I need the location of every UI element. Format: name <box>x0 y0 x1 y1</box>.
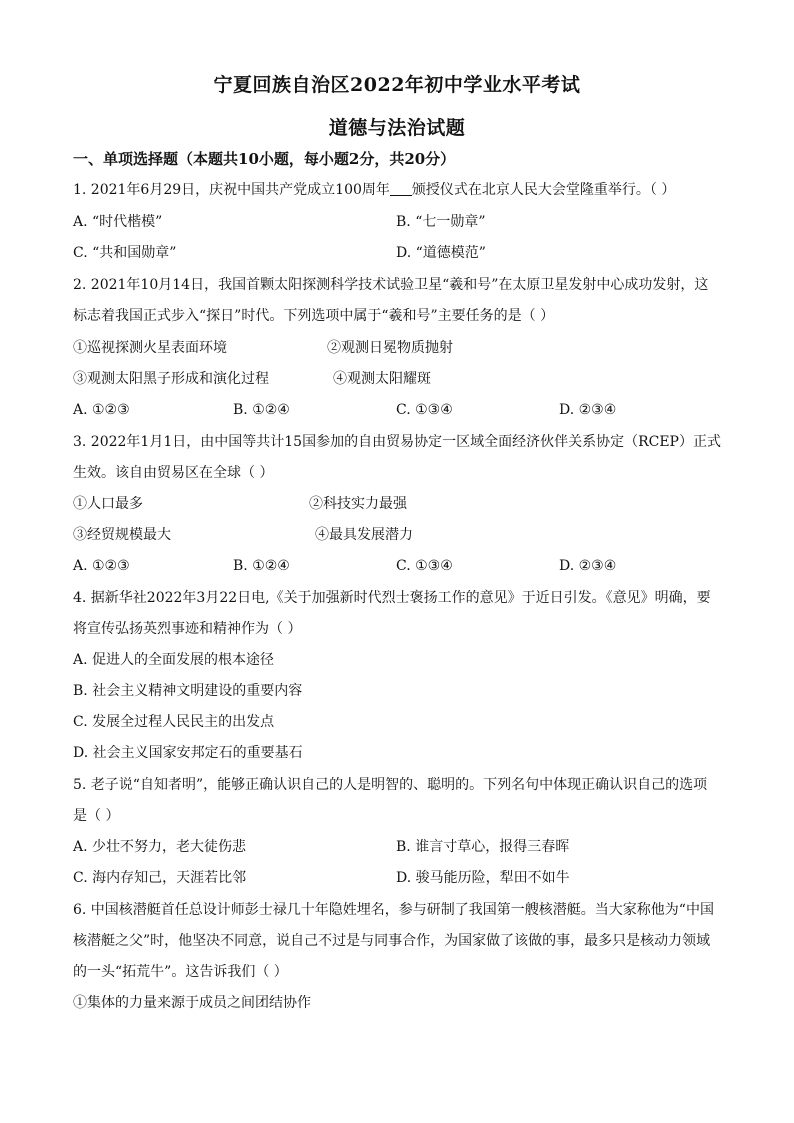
question-1-stem-part-b: 颁授仪式在北京人民大会堂隆重举行。（ ） <box>411 182 676 198</box>
question-2-statement-4: ④观测太阳耀斑 <box>333 371 431 387</box>
question-1-stem-part-a: 1. 2021年6月29日，庆祝中国共产党成立100周年 <box>73 182 390 198</box>
question-3-option-b: B. ①②④ <box>233 558 290 574</box>
question-5-option-d: D. 骏马能历险，犁田不如牛 <box>396 870 570 886</box>
question-4-option-d: D. 社会主义国家安邦定石的重要基石 <box>73 745 303 761</box>
question-3-statement-2: ②科技实力最强 <box>309 496 407 512</box>
question-2-statement-1: ①巡视探测火星表面环境 <box>73 340 227 356</box>
question-1-option-c: C. “共和国勋章” <box>73 245 177 261</box>
question-2-option-b: B. ①②④ <box>233 402 290 418</box>
question-6-stem-line-3: 的一头“拓荒牛”。这告诉我们（ ） <box>73 964 288 980</box>
question-4-option-a: A. 促进人的全面发展的根本途径 <box>73 652 275 668</box>
question-3-statement-3: ③经贸规模最大 <box>73 527 171 543</box>
exam-title: 宁夏回族自治区2022年初中学业水平考试 <box>213 74 581 96</box>
question-2-statement-3: ③观测太阳黑子形成和演化过程 <box>73 371 269 387</box>
question-2-statement-2: ②观测日冕物质抛射 <box>327 340 453 356</box>
question-3-option-c: C. ①③④ <box>396 558 453 574</box>
question-1-stem <box>73 180 675 200</box>
question-3-option-a: A. ①②③ <box>73 558 130 574</box>
section-heading: 一、单项选择题（本题共10小题，每小题2分，共20分） <box>73 150 456 168</box>
exam-subtitle: 道德与法治试题 <box>328 117 466 139</box>
question-3-stem-line-2: 生效。该自由贸易区在全球（ ） <box>73 465 274 481</box>
question-2-option-c: C. ①③④ <box>396 402 453 418</box>
question-3-option-d: D. ②③④ <box>559 558 617 574</box>
question-5-stem-line-1: 5. 老子说“自知者明”，能够正确认识自己的人是明智的、聪明的。下列名句中体现正确认识自己的选项 <box>73 777 708 793</box>
question-4-stem-line-2: 将宣传弘扬英烈事迹和精神作为（ ） <box>73 621 302 637</box>
question-6-statement-1: ①集体的力量来源于成员之间团结协作 <box>73 995 311 1011</box>
question-5-option-c: C. 海内存知己，天涯若比邻 <box>73 870 247 886</box>
question-2-option-d: D. ②③④ <box>559 402 617 418</box>
question-3-stem-line-1: 3. 2022年1月1日，由中国等共计15国参加的自由贸易协定一区域全面经济伙伴关系协定（RCEP）正式 <box>73 434 721 450</box>
question-6-stem-line-1: 6. 中国核潜艇首任总设计师彭士禄几十年隐姓埋名，参与研制了我国第一艘核潜艇。当大家称他为“中国 <box>73 902 714 918</box>
question-4-option-c: C. 发展全过程人民民主的出发点 <box>73 714 275 730</box>
question-2-stem-line-2: 标志着我国正式步入“探日”时代。下列选项中属于“羲和号”主要任务的是（ ） <box>73 308 555 324</box>
question-2-stem-line-1: 2. 2021年10月14日，我国首颗太阳探测科学技术试验卫星“羲和号”在太原卫星发射中心成功发射，这 <box>73 277 709 293</box>
question-4-stem-line-1: 4. 据新华社2022年3月22日电,《关于加强新时代烈士褒扬工作的意见》于近日引发。《意见》明确，要 <box>73 590 711 606</box>
question-5-stem-line-2: 是（ ） <box>73 808 120 824</box>
question-3-statement-1: ①人口最多 <box>73 496 143 512</box>
question-3-statement-4: ④最具发展潜力 <box>315 527 413 543</box>
question-6-stem-line-2: 核潜艇之父”时，他坚决不同意，说自己不过是与同事合作，为国家做了该做的事，最多只是核动力领域 <box>73 933 711 949</box>
question-4-option-b: B. 社会主义精神文明建设的重要内容 <box>73 683 303 699</box>
question-5-option-b: B. 谁言寸草心，报得三春晖 <box>396 839 570 855</box>
question-1-option-a: A. “时代楷模” <box>73 214 163 230</box>
question-1-option-b: B. “七一勋章” <box>396 214 486 230</box>
question-1-option-d: D. “道德模范” <box>396 245 486 261</box>
question-2-option-a: A. ①②③ <box>73 402 130 418</box>
answer-blank <box>390 181 412 196</box>
question-5-option-a: A. 少壮不努力，老大徒伤悲 <box>73 839 247 855</box>
